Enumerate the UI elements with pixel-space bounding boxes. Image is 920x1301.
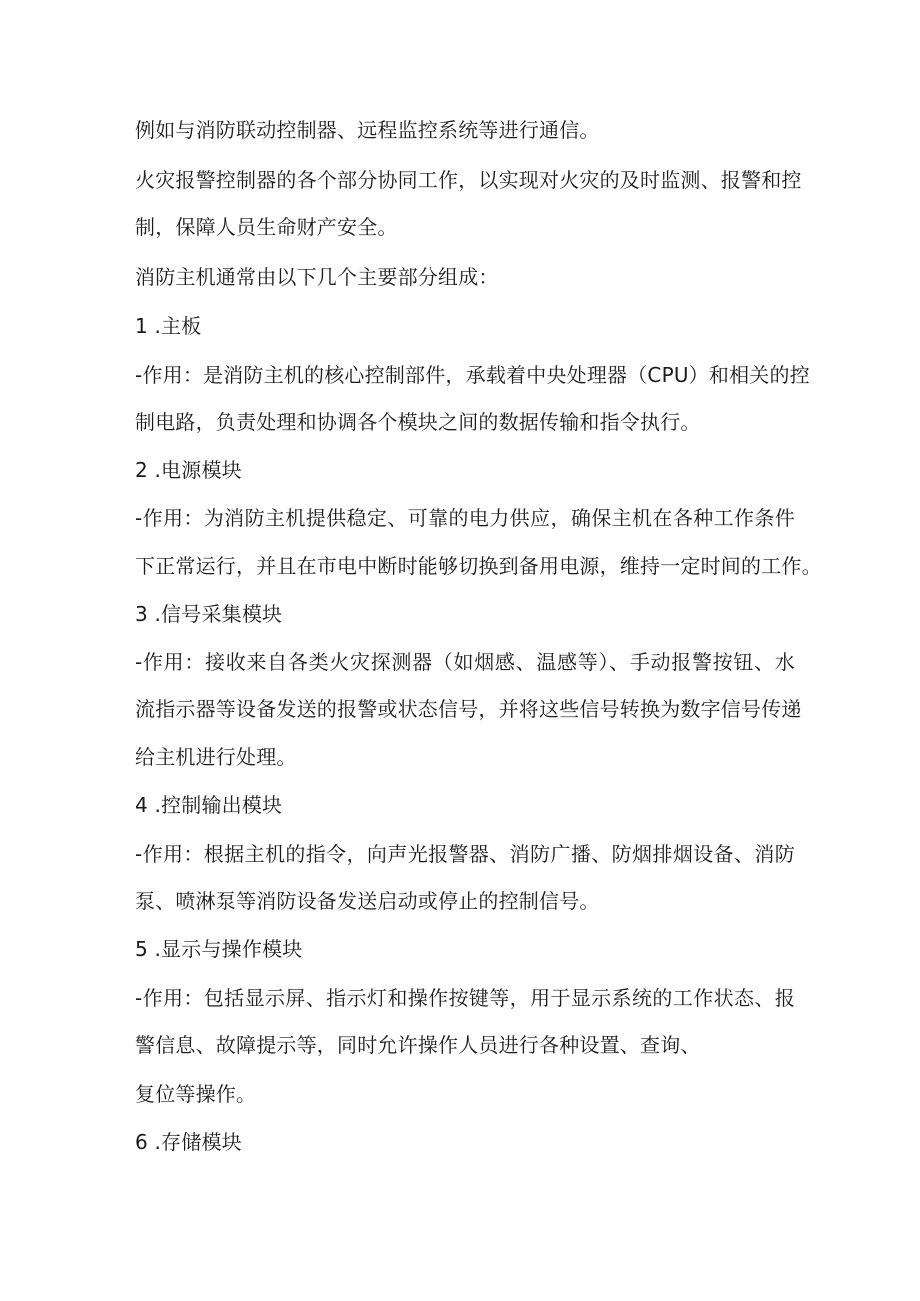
text-line: 给主机进行处理。 [135,745,297,769]
text-line: 制电路，负责处理和协调各个模块之间的数据传输和指令执行。 [135,410,701,434]
text-line: -作用：为消防主机提供稳定、可靠的电力供应，确保主机在各种工作条件 [135,506,795,530]
list-item-heading: 3 .信号采集模块 [135,602,283,626]
list-item-heading: 1 .主板 [135,314,202,338]
text-line: 下正常运行，并且在市电中断时能够切换到备用电源，维持一定时间的工作。 [135,554,822,578]
text-line: 警信息、故障提示等，同时允许操作人员进行各种设置、查询、 [135,1033,701,1057]
text-line: -作用：根据主机的指令，向声光报警器、消防广播、防烟排烟设备、消防 [135,842,795,866]
text-line: 制，保障人员生命财产安全。 [135,215,398,239]
list-item-heading: 5 .显示与操作模块 [135,937,303,961]
text-line: 消防主机通常由以下几个主要部分组成： [135,265,499,289]
text-line: -作用：是消防主机的核心控制部件，承载着中央处理器（CPU）和相关的控 [135,363,810,387]
text-line: 泵、喷淋泵等消防设备发送启动或停止的控制信号。 [135,889,600,913]
text-line: 例如与消防联动控制器、远程监控系统等进行通信。 [135,118,600,142]
text-line: 火灾报警控制器的各个部分协同工作，以实现对火灾的及时监测、报警和控 [135,168,802,192]
text-line: -作用：接收来自各类火灾探测器（如烟感、温感等）、手动报警按钮、水 [135,650,795,674]
text-line: 复位等操作。 [135,1082,257,1106]
text-line: 流指示器等设备发送的报警或状态信号，并将这些信号转换为数字信号传递 [135,697,802,721]
list-item-heading: 2 .电源模块 [135,458,242,482]
text-line: -作用：包括显示屏、指示灯和操作按键等，用于显示系统的工作状态、报 [135,986,795,1010]
list-item-heading: 4 .控制输出模块 [135,793,283,817]
list-item-heading: 6 .存储模块 [135,1130,242,1154]
